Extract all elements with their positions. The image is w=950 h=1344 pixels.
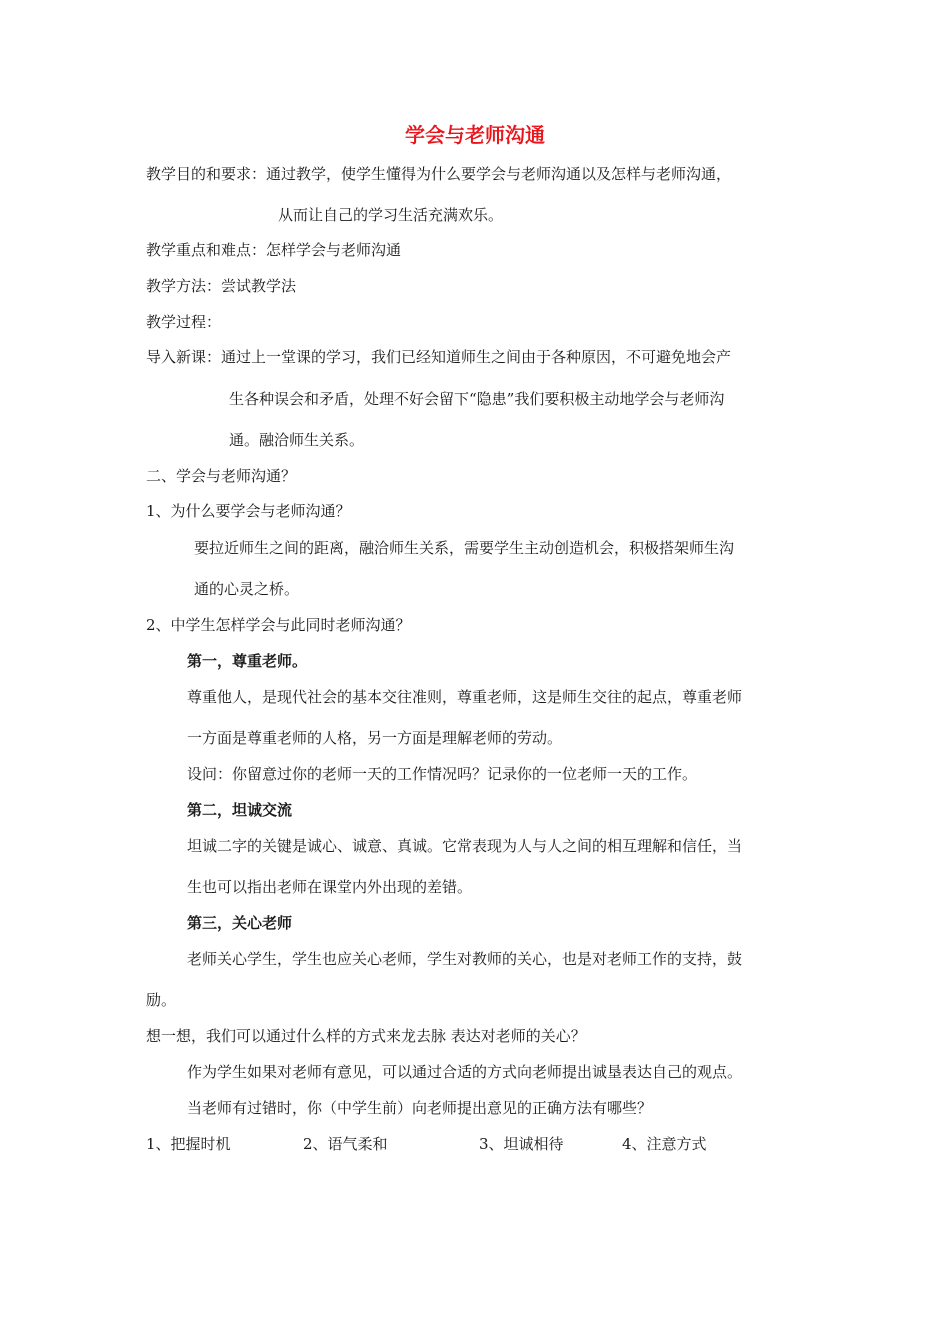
goal-line-2: 从而让自己的学习生活充满欢乐。	[278, 206, 504, 224]
document-title: 学会与老师沟通	[405, 123, 545, 147]
section-2-heading: 二、学会与老师沟通？	[146, 467, 297, 485]
method-item: 2、语气柔和	[303, 1135, 388, 1153]
focus-line: 教学重点和难点：怎样学会与老师沟通	[146, 241, 402, 259]
first-text-2: 一方面是尊重老师的人格，另一方面是理解老师的劳动。	[187, 729, 563, 747]
intro-line-2: 生各种误会和矛盾，处理不好会留下“隐患”我们要积极主动地学会与老师沟	[229, 390, 725, 408]
method-item: 4、注意方式	[622, 1135, 707, 1153]
method-item: 3、坦诚相待	[479, 1135, 564, 1153]
mistake-line: 当老师有过错时，你（中学生前）向老师提出意见的正确方法有哪些？	[187, 1099, 653, 1117]
third-heading: 第三，关心老师	[187, 914, 293, 932]
process-line: 教学过程：	[146, 313, 222, 331]
question-2: 2、中学生怎样学会与此同时老师沟通？	[146, 616, 411, 634]
opinion-line: 作为学生如果对老师有意见，可以通过合适的方式向老师提出诚垦表达自己的观点。	[187, 1063, 743, 1081]
first-heading: 第一，尊重老师。	[187, 652, 308, 670]
goal-line-1: 教学目的和要求：通过教学，使学生懂得为什么要学会与老师沟通以及怎样与老师沟通，	[146, 165, 732, 183]
question-1-answer-1: 要拉近师生之间的距离，融洽师生关系，需要学生主动创造机会，积极搭架师生沟	[194, 539, 735, 557]
intro-line-1: 导入新课：通过上一堂课的学习，我们已经知道师生之间由于各种原因，不可避免地会产	[146, 348, 732, 366]
second-text-1: 坦诚二字的关键是诚心、诚意、真诚。它常表现为人与人之间的相互理解和信任，当	[187, 837, 743, 855]
second-text-2: 生也可以指出老师在课堂内外出现的差错。	[187, 878, 473, 896]
second-heading: 第二，坦诚交流	[187, 801, 293, 819]
think-line: 想一想，我们可以通过什么样的方式来龙去脉 表达对老师的关心？	[146, 1027, 586, 1045]
method-line: 教学方法：尝试教学法	[146, 277, 297, 295]
question-1: 1、为什么要学会与老师沟通？	[146, 502, 351, 520]
question-1-answer-2: 通的心灵之桥。	[194, 580, 300, 598]
method-item: 1、把握时机	[146, 1135, 231, 1153]
intro-line-3: 通。融洽师生关系。	[229, 431, 365, 449]
methods-row	[0, 1133, 950, 1155]
third-text-2: 励。	[146, 991, 177, 1009]
first-text-1: 尊重他人，是现代社会的基本交往准则，尊重老师，这是师生交往的起点，尊重老师	[187, 688, 743, 706]
third-text-1: 老师关心学生，学生也应关心老师，学生对教师的关心，也是对老师工作的支持，鼓	[187, 950, 743, 968]
first-question: 设问：你留意过你的老师一天的工作情况吗？记录你的一位老师一天的工作。	[187, 765, 698, 783]
